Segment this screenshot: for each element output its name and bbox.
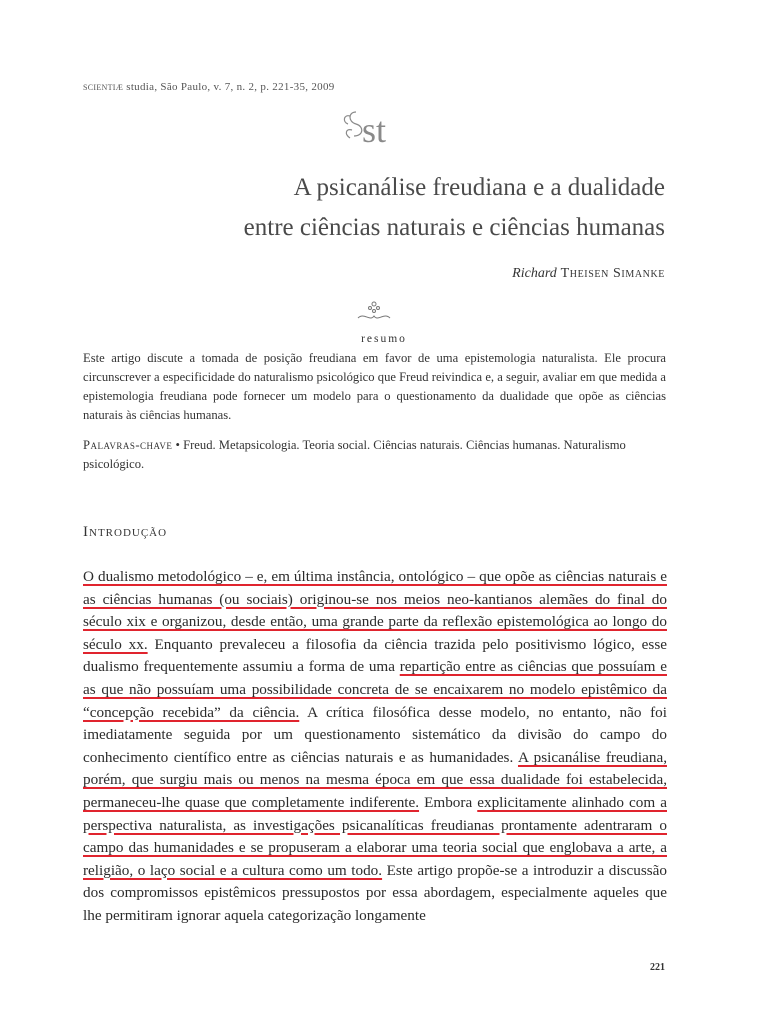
body-passage: Enquanto prevaleceu a filosofia da ciência trazida pelo positivismo lógico, esse dualismo frequentemente assumiu a forma de uma xyxy=(83,635,667,676)
underlined-passage: repartição entre as ciências que possuíam e as que não possuíam uma possibilidade concreta de se encaixarem no modelo epistêmico da “concepção recebida” da ciência. xyxy=(83,658,667,721)
journal-citation xyxy=(83,81,335,93)
floral-ornament-icon xyxy=(354,298,394,326)
title-line-1: A psicanálise freudiana e a dualidade xyxy=(293,174,665,201)
underlined-passage: O dualismo metodológico – e, em última instância, ontológico – que opõe as ciências naturais e as ciências humanas (ou sociais) originou-se nos meios neo-kantianos alemães do final do século xix e organizou, desde então, uma grande parte da reflexão epistemológica ao longo do século xx. xyxy=(83,568,667,653)
keywords-separator: • xyxy=(172,438,184,452)
keywords-label: Palavras-chave xyxy=(83,438,173,452)
scientiae-studia-logo-icon xyxy=(340,104,404,152)
journal-brand: scientiæ xyxy=(83,81,124,93)
article-title xyxy=(244,168,665,248)
body-passage: A crítica filosófica desse modelo, no entanto, não foi imediatamente seguida por um questionamento sistemático da divisão do campo do conhecimento científico entre as ciências naturais e as humanidades. xyxy=(83,703,667,766)
title-line-2: entre ciências naturais e ciências humanas xyxy=(243,214,665,241)
body-passage: Este artigo propõe-se a introduzir a discussão dos compromissos epistêmicos pressupostos por essa abordagem, especialmente aqueles que lhe permitiram ignorar aquela categorização longamente xyxy=(83,861,667,924)
body-passage: Embora xyxy=(419,793,478,811)
abstract-text: Este artigo discute a tomada de posição freudiana em favor de uma epistemologia naturalista. Ele procura circunscrever a especificidade do naturalismo psicológico que Freud reivindica e, a seguir, avaliar em que medida a epistemologia freudiana pode fornecer um modelo para o questionamento da dualidade que opõe as ciências naturais às ciências humanas. xyxy=(83,351,666,422)
author-name xyxy=(512,266,665,282)
page-number: 221 xyxy=(650,962,665,973)
keywords xyxy=(83,436,666,474)
body-text xyxy=(83,566,667,928)
author-last-name: Theisen Simanke xyxy=(556,266,665,281)
abstract-heading: resumo xyxy=(361,333,407,345)
keywords-text: Freud. Metapsicologia. Teoria social. Ciências naturais. Ciências humanas. Naturalismo psicológico. xyxy=(83,438,626,471)
svg-text:st: st xyxy=(362,110,387,150)
underlined-passage: explicitamente alinhado com a perspectiva naturalista, as investigações psicanalíticas freudianas prontamente adentraram o campo das humanidades e se propuseram a elaborar uma teoria social que englobava a arte, a religião, o laço social e a cultura como um todo. xyxy=(83,793,667,879)
underlined-passage: A psicanálise freudiana, porém, que surgiu mais ou menos na mesma época em que essa dualidade foi estabelecida, permaneceu-lhe quase que completamente indiferente. xyxy=(83,748,667,811)
author-first-name: Richard xyxy=(512,266,557,281)
section-heading: Introdução xyxy=(83,524,168,540)
journal-details: studia, São Paulo, v. 7, n. 2, p. 221-35, 2009 xyxy=(123,81,335,93)
